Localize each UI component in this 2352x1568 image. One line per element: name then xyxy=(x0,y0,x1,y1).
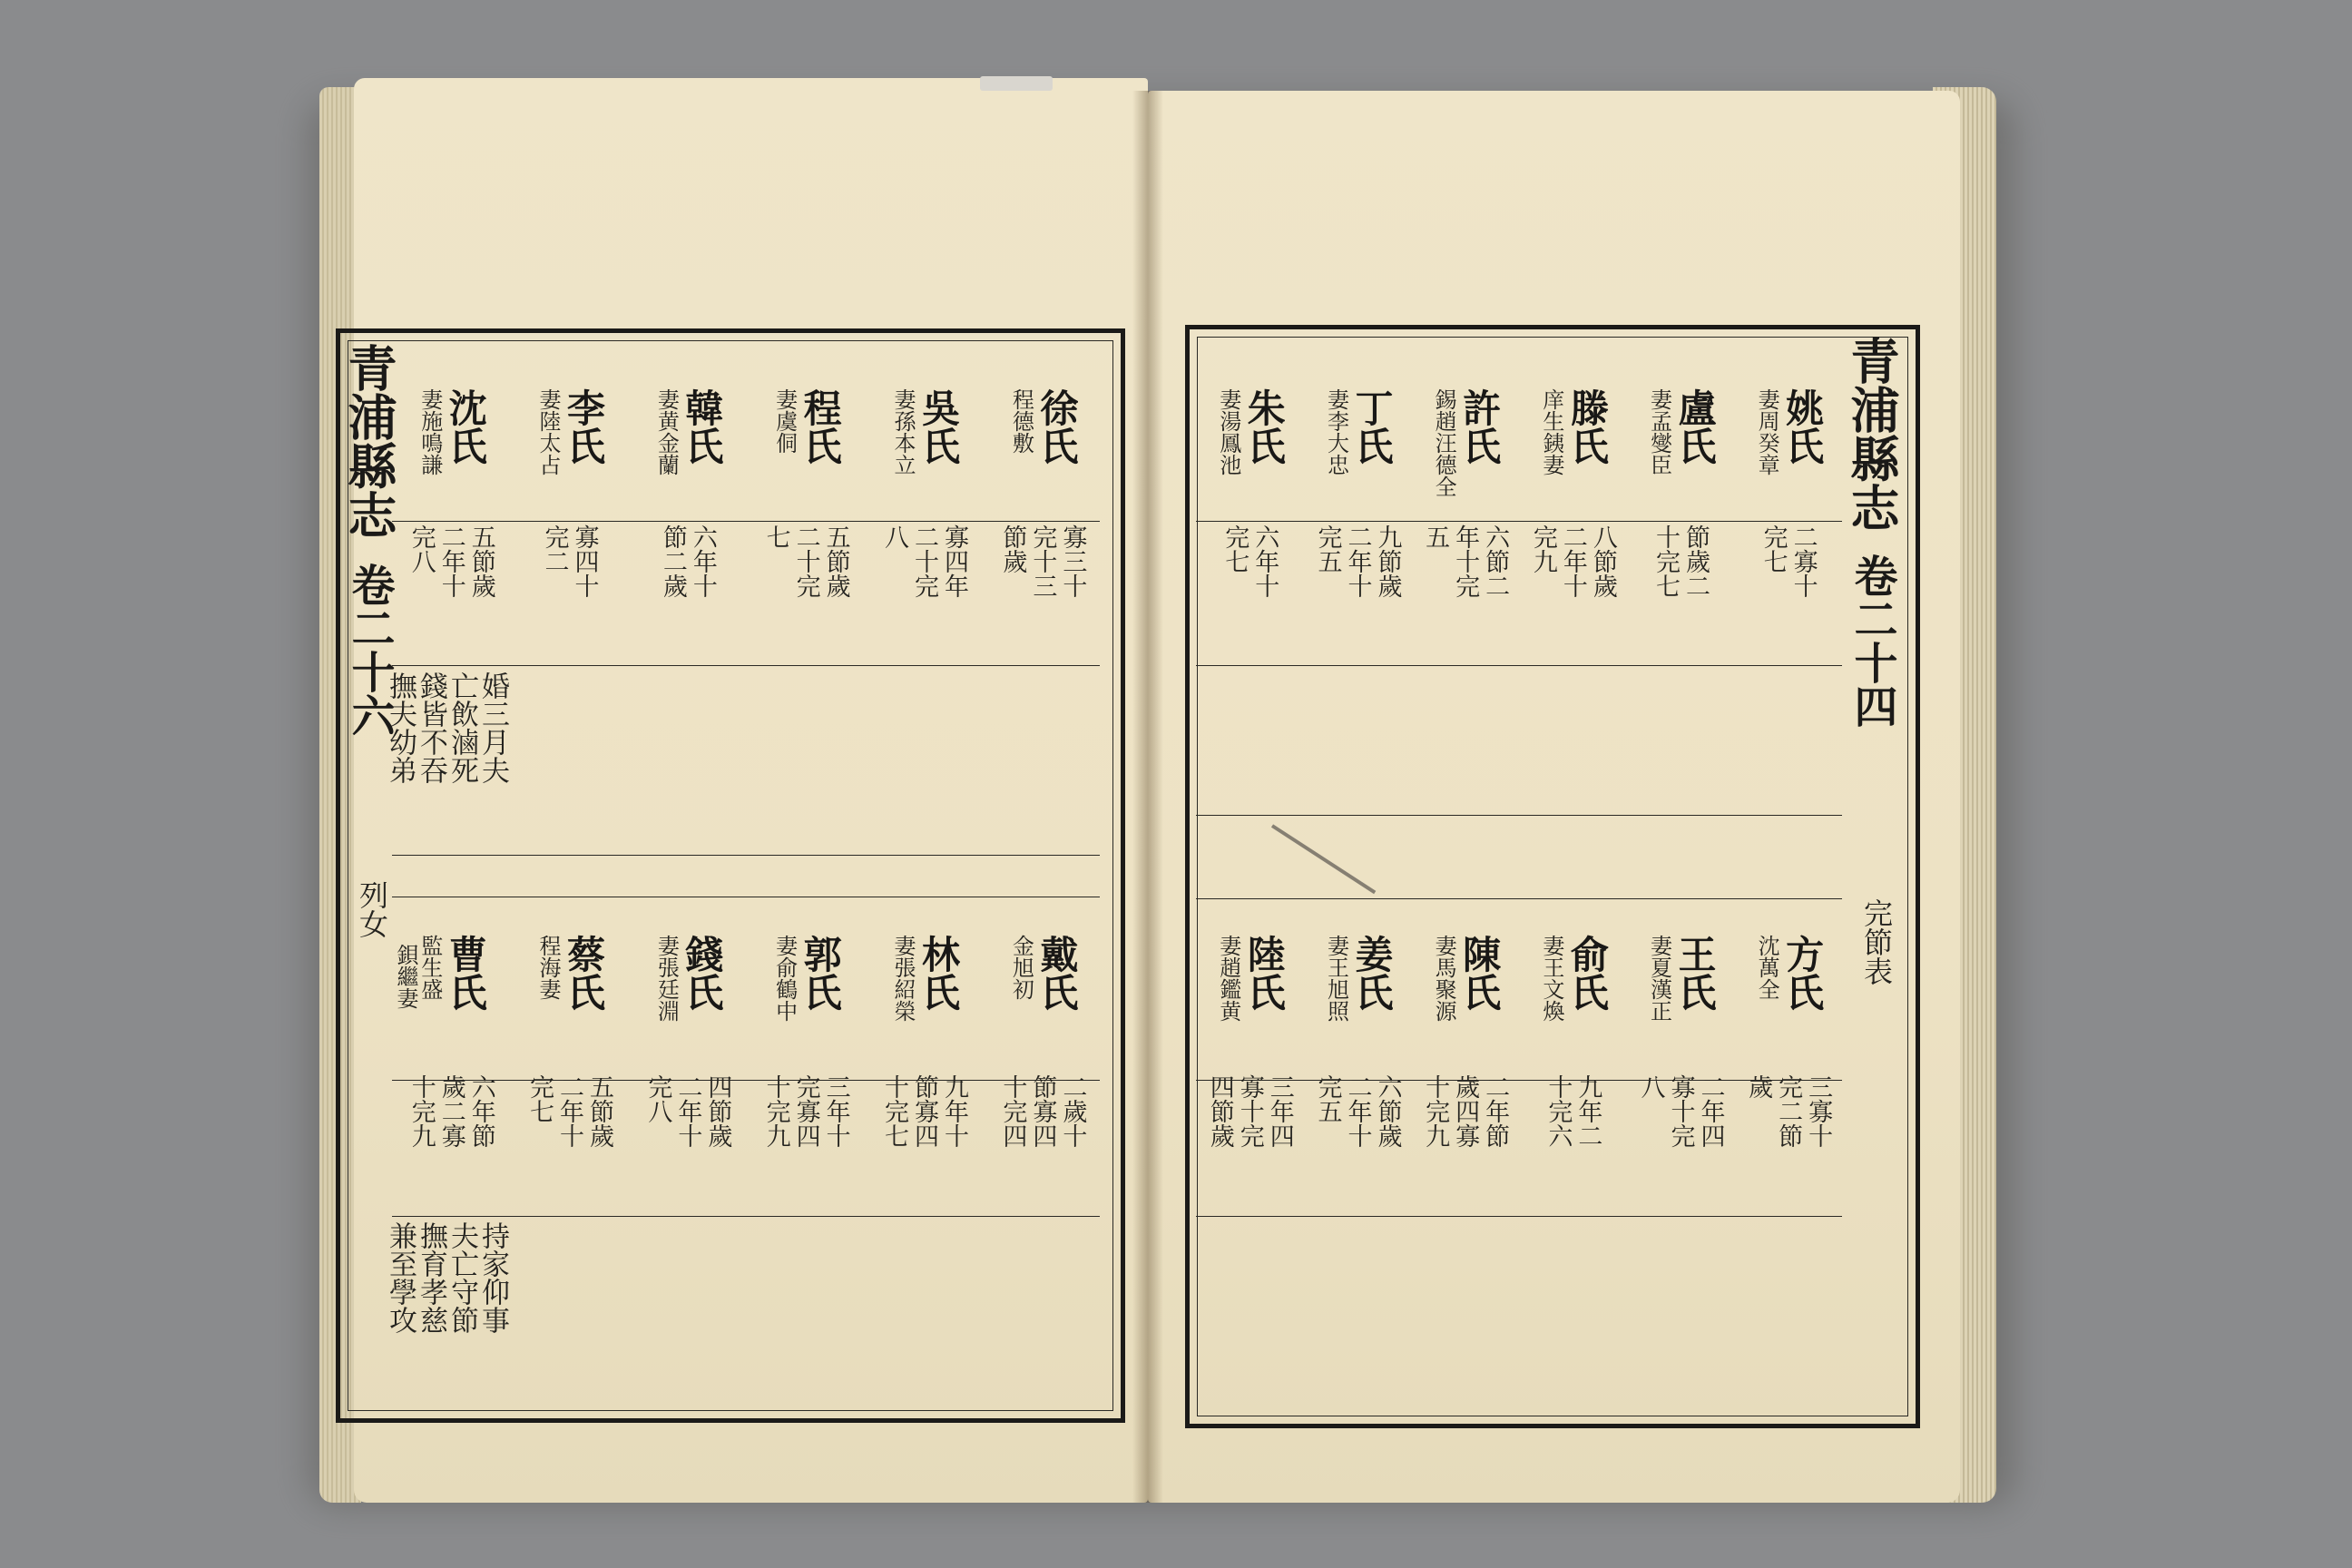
row-side: 妻張廷淵 xyxy=(653,935,680,1022)
row-data: 九節歲二年十完五 xyxy=(1313,524,1402,598)
table-row xyxy=(1734,388,1842,620)
row-side: 妻俞鶴中 xyxy=(771,935,798,1022)
row-data: 九年二十完六 xyxy=(1544,1074,1602,1148)
table-row xyxy=(865,388,983,620)
row-side: 錫趙汪德全 xyxy=(1431,388,1457,497)
row-side: 妻孟燮臣 xyxy=(1646,388,1672,475)
left-mid-rule-1 xyxy=(392,855,1100,856)
row-data: 二歲十節寡四十完四 xyxy=(998,1074,1087,1148)
left-upper-note-3: 錢皆不吞 xyxy=(415,671,447,784)
table-row xyxy=(984,935,1102,1170)
right-banner-title: 青浦縣志 xyxy=(1843,336,1901,532)
row-name: 王氏 xyxy=(1672,935,1718,1011)
row-name: 蔡氏 xyxy=(562,935,607,1011)
row-data: 五節歲二年十完八 xyxy=(407,524,495,598)
row-data: 三年十完寡四十完九 xyxy=(761,1074,850,1148)
left-lower-rows xyxy=(392,935,1102,1170)
table-row xyxy=(1411,935,1519,1170)
row-side: 妻趙鑑黄 xyxy=(1215,935,1241,1022)
row-side: 妻夏漢正 xyxy=(1646,935,1672,1022)
row-side: 妻黄金蘭 xyxy=(653,388,680,475)
table-row xyxy=(1304,388,1412,620)
row-data: 六年十完七 xyxy=(1220,524,1279,598)
row-side: 妻馬聚源 xyxy=(1431,935,1457,1022)
table-row xyxy=(1627,935,1735,1170)
table-row xyxy=(510,388,628,620)
table-row xyxy=(1734,935,1842,1170)
row-data: 八節歲二年十完九 xyxy=(1528,524,1617,598)
row-data: 二寡十完七 xyxy=(1759,524,1818,598)
row-side: 妻王文煥 xyxy=(1538,935,1564,1022)
table-row xyxy=(510,935,628,1170)
table-row xyxy=(392,388,510,620)
row-data: 寡四年二十完八 xyxy=(880,524,968,598)
table-row xyxy=(629,935,747,1170)
row-name: 沈氏 xyxy=(443,388,488,465)
left-upper-rows xyxy=(392,388,1102,620)
right-lower-rule-2 xyxy=(1196,1216,1842,1217)
right-section-label: 完節表 xyxy=(1859,898,1894,985)
table-row xyxy=(1304,935,1412,1170)
row-side: 妻陸太占 xyxy=(535,388,562,475)
row-name: 俞氏 xyxy=(1564,935,1610,1011)
right-lower-rows xyxy=(1196,935,1842,1170)
row-name: 郭氏 xyxy=(798,935,843,1011)
row-side: 金旭初 xyxy=(1008,935,1034,1000)
right-mid-rule-2 xyxy=(1196,898,1842,899)
right-upper-rule-2 xyxy=(1196,665,1842,666)
left-lower-note-4: 兼至學攻 xyxy=(384,1221,416,1334)
table-row xyxy=(865,935,983,1170)
left-banner-section: 列女 xyxy=(355,880,389,938)
right-banner-volume: 卷二十四 xyxy=(1847,554,1897,728)
row-data: 六節歲二年十完五 xyxy=(1313,1074,1402,1148)
table-row xyxy=(1411,388,1519,620)
row-side: 妻施鳴謙 xyxy=(416,388,443,475)
left-lower-note-2: 夫亡守節 xyxy=(446,1221,478,1334)
left-upper-note-2: 亡飲滷死 xyxy=(446,671,478,784)
row-data: 二年四寡十完八 xyxy=(1636,1074,1725,1148)
row-side: 妻孫本立 xyxy=(890,388,916,475)
row-data: 節歲二十完七 xyxy=(1651,524,1710,598)
left-lower-side-extra: 鋇繼妻 xyxy=(393,944,418,1009)
row-name: 程氏 xyxy=(798,388,843,465)
row-data: 五節歲二十完七 xyxy=(761,524,850,598)
row-name: 吳氏 xyxy=(916,388,961,465)
left-lower-rule-2 xyxy=(392,1216,1100,1217)
row-side: 妻李大忠 xyxy=(1323,388,1349,475)
row-name: 李氏 xyxy=(562,388,607,465)
left-banner-volume: 卷二十六 xyxy=(344,563,395,737)
row-name: 徐氏 xyxy=(1034,388,1080,465)
row-name: 盧氏 xyxy=(1672,388,1718,465)
row-name: 戴氏 xyxy=(1034,935,1080,1011)
row-name: 丁氏 xyxy=(1349,388,1395,465)
table-row xyxy=(1627,388,1735,620)
row-name: 姚氏 xyxy=(1780,388,1826,465)
row-side: 妻湯鳳池 xyxy=(1215,388,1241,475)
row-side: 沈萬全 xyxy=(1754,935,1780,1000)
row-name: 滕氏 xyxy=(1564,388,1610,465)
row-side: 妻周癸章 xyxy=(1754,388,1780,475)
row-name: 韓氏 xyxy=(680,388,725,465)
row-side: 監生盛 xyxy=(416,935,443,1000)
table-row xyxy=(1519,388,1627,620)
page-tab xyxy=(980,76,1053,91)
row-name: 許氏 xyxy=(1457,388,1503,465)
row-side: 程德敷 xyxy=(1008,388,1034,454)
row-data: 二年節歲四寡十完九 xyxy=(1421,1074,1510,1148)
row-side: 程海妻 xyxy=(535,935,562,1000)
row-name: 曹氏 xyxy=(443,935,488,1011)
left-banner-title: 青浦縣志 xyxy=(340,343,398,539)
row-data: 六節二年十完五 xyxy=(1421,524,1510,598)
table-row xyxy=(1196,388,1304,620)
left-upper-note-4: 撫夫幼弟 xyxy=(384,671,416,784)
row-side: 庠生銕妻 xyxy=(1538,388,1564,475)
row-data: 寡四十完二 xyxy=(540,524,599,598)
row-data: 三年四寡十完四節歲 xyxy=(1205,1074,1294,1148)
right-mid-rule-1 xyxy=(1196,815,1842,816)
left-lower-note-1: 持家仰事 xyxy=(476,1221,509,1334)
row-name: 朱氏 xyxy=(1241,388,1287,465)
row-name: 陳氏 xyxy=(1457,935,1503,1011)
table-row xyxy=(629,388,747,620)
row-side: 妻張紹榮 xyxy=(890,935,916,1022)
row-data: 五節歲二年十完七 xyxy=(525,1074,614,1148)
right-upper-rows xyxy=(1196,388,1842,620)
row-name: 林氏 xyxy=(916,935,961,1011)
left-upper-note-1: 婚三月夫 xyxy=(476,671,509,784)
table-row xyxy=(984,388,1102,620)
table-row xyxy=(747,388,865,620)
left-lower-note-3: 撫育孝慈 xyxy=(415,1221,447,1334)
row-name: 方氏 xyxy=(1780,935,1826,1011)
table-row xyxy=(1196,935,1304,1170)
row-name: 姜氏 xyxy=(1349,935,1395,1011)
table-row xyxy=(1519,935,1627,1170)
row-data: 寡三十完十三節歲 xyxy=(998,524,1087,598)
row-name: 錢氏 xyxy=(680,935,725,1011)
row-data: 三寡十完二節歲 xyxy=(1744,1074,1833,1148)
row-data: 九年十節寡四十完七 xyxy=(880,1074,968,1148)
table-row xyxy=(747,935,865,1170)
row-side: 妻虞侗 xyxy=(771,388,798,454)
left-upper-rule-2 xyxy=(392,665,1100,666)
row-name: 陸氏 xyxy=(1241,935,1287,1011)
row-data: 六年節歲二寡十完九 xyxy=(407,1074,495,1148)
row-data: 六年十節二歲 xyxy=(658,524,717,598)
row-data: 四節歲二年十完八 xyxy=(643,1074,732,1148)
book-gutter xyxy=(1132,91,1163,1503)
row-side: 妻王旭照 xyxy=(1323,935,1349,1022)
